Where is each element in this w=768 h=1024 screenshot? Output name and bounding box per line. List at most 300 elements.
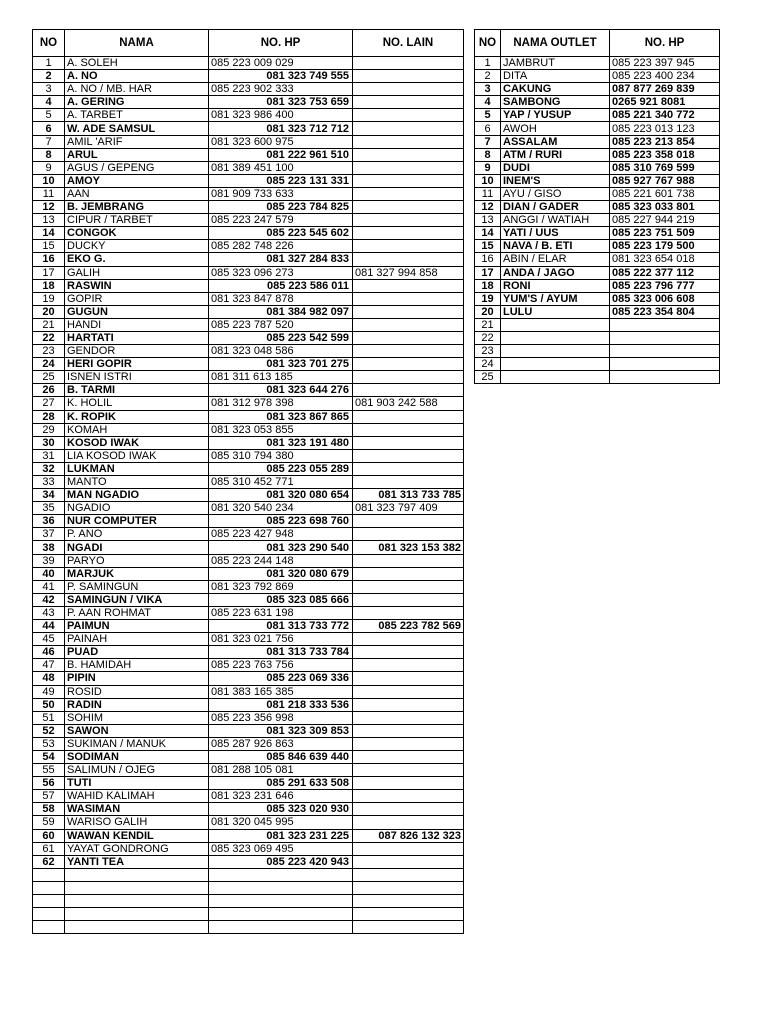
cell-nama: GALIH bbox=[65, 266, 209, 279]
table-row bbox=[475, 227, 720, 240]
table-row bbox=[33, 855, 464, 868]
cell-no: 9 bbox=[475, 161, 501, 174]
contacts-header-row bbox=[33, 30, 464, 57]
cell-no: 28 bbox=[33, 410, 65, 423]
cell-no-hp bbox=[209, 868, 353, 881]
cell-nama-outlet: YAP / YUSUP bbox=[501, 109, 610, 122]
cell-nama: DUCKY bbox=[65, 240, 209, 253]
cell-nama bbox=[65, 921, 209, 934]
cell-no: 1 bbox=[475, 57, 501, 70]
cell-no-lain: 081 903 242 588 bbox=[353, 397, 464, 410]
cell-no-lain bbox=[353, 96, 464, 109]
table-row bbox=[475, 135, 720, 148]
table-row bbox=[33, 83, 464, 96]
table-row bbox=[33, 803, 464, 816]
table-row bbox=[33, 174, 464, 187]
cell-no-lain bbox=[353, 187, 464, 200]
cell-no-lain bbox=[353, 895, 464, 908]
cell-no-hp bbox=[610, 331, 720, 344]
cell-no: 49 bbox=[33, 685, 65, 698]
cell-no-hp: 085 223 784 825 bbox=[209, 201, 353, 214]
cell-no-hp: 085 223 397 945 bbox=[610, 57, 720, 70]
cell-no: 34 bbox=[33, 489, 65, 502]
cell-no-hp bbox=[610, 371, 720, 384]
cell-nama: SUKIMAN / MANUK bbox=[65, 737, 209, 750]
table-row bbox=[33, 868, 464, 881]
table-row bbox=[475, 292, 720, 305]
cell-nama-outlet: LULU bbox=[501, 305, 610, 318]
cell-no: 13 bbox=[475, 214, 501, 227]
cell-no-hp: 085 223 902 333 bbox=[209, 83, 353, 96]
cell-nama: B. HAMIDAH bbox=[65, 659, 209, 672]
cell-nama bbox=[65, 868, 209, 881]
table-row bbox=[33, 436, 464, 449]
cell-no-lain bbox=[353, 410, 464, 423]
cell-no-hp bbox=[209, 881, 353, 894]
cell-no-lain bbox=[353, 633, 464, 646]
cell-nama: RASWIN bbox=[65, 279, 209, 292]
cell-nama: MAN NGADIO bbox=[65, 489, 209, 502]
cell-nama: NGADIO bbox=[65, 502, 209, 515]
cell-no bbox=[33, 908, 65, 921]
cell-no-hp: 085 221 601 738 bbox=[610, 187, 720, 200]
table-row bbox=[33, 724, 464, 737]
table-row bbox=[33, 737, 464, 750]
table-row bbox=[33, 908, 464, 921]
table-row bbox=[33, 305, 464, 318]
cell-nama-outlet bbox=[501, 358, 610, 371]
cell-no-hp: 081 323 290 540 bbox=[209, 541, 353, 554]
cell-no bbox=[33, 921, 65, 934]
cell-no-hp: 081 288 105 081 bbox=[209, 764, 353, 777]
table-row bbox=[475, 279, 720, 292]
table-row bbox=[475, 201, 720, 214]
table-row bbox=[475, 331, 720, 344]
cell-no: 26 bbox=[33, 384, 65, 397]
cell-no-lain bbox=[353, 685, 464, 698]
cell-no-lain bbox=[353, 122, 464, 135]
cell-no: 53 bbox=[33, 737, 65, 750]
table-row bbox=[33, 672, 464, 685]
cell-no-hp: 081 323 231 646 bbox=[209, 790, 353, 803]
cell-nama: P. SAMINGUN bbox=[65, 580, 209, 593]
cell-no: 25 bbox=[33, 371, 65, 384]
cell-no: 22 bbox=[475, 331, 501, 344]
table-row bbox=[33, 423, 464, 436]
cell-no-hp: 085 223 354 804 bbox=[610, 305, 720, 318]
cell-no: 2 bbox=[33, 70, 65, 83]
header-nama: NAMA bbox=[65, 30, 209, 57]
cell-no-lain bbox=[353, 528, 464, 541]
cell-no: 16 bbox=[475, 253, 501, 266]
cell-no: 25 bbox=[475, 371, 501, 384]
cell-no: 6 bbox=[475, 122, 501, 135]
cell-nama: A. TARBET bbox=[65, 109, 209, 122]
cell-no: 6 bbox=[33, 122, 65, 135]
cell-nama-outlet: YUM'S / AYUM bbox=[501, 292, 610, 305]
cell-no: 12 bbox=[33, 201, 65, 214]
cell-no-hp: 085 282 748 226 bbox=[209, 240, 353, 253]
table-row bbox=[475, 305, 720, 318]
cell-nama-outlet: ATM / RURI bbox=[501, 148, 610, 161]
cell-no-hp: 085 291 633 508 bbox=[209, 777, 353, 790]
table-row bbox=[33, 659, 464, 672]
cell-no-lain bbox=[353, 462, 464, 475]
table-row bbox=[33, 371, 464, 384]
table-row bbox=[475, 83, 720, 96]
cell-no-hp: 081 323 600 975 bbox=[209, 135, 353, 148]
cell-no bbox=[33, 868, 65, 881]
cell-no-hp bbox=[209, 921, 353, 934]
cell-no: 15 bbox=[475, 240, 501, 253]
cell-no-lain bbox=[353, 816, 464, 829]
table-row bbox=[33, 240, 464, 253]
cell-no-hp: 085 223 069 336 bbox=[209, 672, 353, 685]
cell-no: 47 bbox=[33, 659, 65, 672]
cell-nama: YAYAT GONDRONG bbox=[65, 842, 209, 855]
cell-no-lain bbox=[353, 292, 464, 305]
cell-no-hp: 081 323 053 855 bbox=[209, 423, 353, 436]
cell-nama: WASIMAN bbox=[65, 803, 209, 816]
cell-no: 40 bbox=[33, 567, 65, 580]
cell-no-lain bbox=[353, 214, 464, 227]
cell-no-hp: 081 323 654 018 bbox=[610, 253, 720, 266]
cell-no: 51 bbox=[33, 711, 65, 724]
cell-no: 29 bbox=[33, 423, 65, 436]
table-row bbox=[33, 764, 464, 777]
table-row bbox=[33, 253, 464, 266]
table-row bbox=[475, 345, 720, 358]
cell-no: 61 bbox=[33, 842, 65, 855]
cell-no-lain bbox=[353, 855, 464, 868]
cell-nama-outlet bbox=[501, 318, 610, 331]
table-row bbox=[475, 240, 720, 253]
cell-no: 7 bbox=[475, 135, 501, 148]
cell-no-hp: 085 223 420 943 bbox=[209, 855, 353, 868]
cell-nama-outlet bbox=[501, 371, 610, 384]
cell-nama: HARTATI bbox=[65, 331, 209, 344]
table-row bbox=[33, 318, 464, 331]
cell-nama-outlet: YATI / UUS bbox=[501, 227, 610, 240]
cell-no-hp: 081 323 847 878 bbox=[209, 292, 353, 305]
cell-nama: AMIL 'ARIF bbox=[65, 135, 209, 148]
cell-no: 62 bbox=[33, 855, 65, 868]
table-row bbox=[33, 606, 464, 619]
cell-no: 12 bbox=[475, 201, 501, 214]
cell-no-hp: 081 313 733 772 bbox=[209, 620, 353, 633]
cell-no: 14 bbox=[33, 227, 65, 240]
cell-no-hp: 081 323 792 869 bbox=[209, 580, 353, 593]
cell-no: 38 bbox=[33, 541, 65, 554]
cell-nama: NUR COMPUTER bbox=[65, 515, 209, 528]
table-row bbox=[33, 331, 464, 344]
cell-no-lain bbox=[353, 554, 464, 567]
cell-no-hp: 081 323 191 480 bbox=[209, 436, 353, 449]
header-no: NO bbox=[475, 30, 501, 57]
cell-nama: CIPUR / TARBET bbox=[65, 214, 209, 227]
table-row bbox=[33, 921, 464, 934]
cell-no-hp: 085 223 358 018 bbox=[610, 148, 720, 161]
cell-nama: PARYO bbox=[65, 554, 209, 567]
cell-no-hp bbox=[209, 908, 353, 921]
cell-no-hp: 085 223 698 760 bbox=[209, 515, 353, 528]
cell-no-lain bbox=[353, 750, 464, 763]
cell-nama: LIA KOSOD IWAK bbox=[65, 449, 209, 462]
table-row bbox=[33, 57, 464, 70]
table-row bbox=[33, 777, 464, 790]
cell-nama-outlet: CAKUNG bbox=[501, 83, 610, 96]
cell-nama: B. JEMBRANG bbox=[65, 201, 209, 214]
cell-no-hp: 081 323 867 865 bbox=[209, 410, 353, 423]
header-no-hp: NO. HP bbox=[610, 30, 720, 57]
cell-no-lain bbox=[353, 842, 464, 855]
cell-no: 55 bbox=[33, 764, 65, 777]
cell-no: 8 bbox=[33, 148, 65, 161]
table-row bbox=[33, 895, 464, 908]
cell-no-hp: 081 222 961 510 bbox=[209, 148, 353, 161]
cell-no-lain bbox=[353, 777, 464, 790]
cell-no-hp: 081 323 701 275 bbox=[209, 358, 353, 371]
table-row bbox=[33, 148, 464, 161]
cell-no-lain bbox=[353, 161, 464, 174]
cell-no-hp: 085 323 033 801 bbox=[610, 201, 720, 214]
table-row bbox=[33, 541, 464, 554]
cell-nama: RADIN bbox=[65, 698, 209, 711]
table-row bbox=[33, 646, 464, 659]
cell-nama: WAWAN KENDIL bbox=[65, 829, 209, 842]
table-row bbox=[33, 554, 464, 567]
cell-no-lain bbox=[353, 476, 464, 489]
cell-no-lain bbox=[353, 148, 464, 161]
cell-no-hp bbox=[209, 895, 353, 908]
cell-no-hp: 081 320 540 234 bbox=[209, 502, 353, 515]
cell-nama: YANTI TEA bbox=[65, 855, 209, 868]
header-no-hp: NO. HP bbox=[209, 30, 353, 57]
cell-no: 37 bbox=[33, 528, 65, 541]
cell-nama: MARJUK bbox=[65, 567, 209, 580]
table-row bbox=[33, 842, 464, 855]
cell-no-lain bbox=[353, 240, 464, 253]
cell-no-lain bbox=[353, 580, 464, 593]
contacts-table-body bbox=[33, 57, 464, 934]
table-row bbox=[33, 214, 464, 227]
cell-no-hp: 081 311 613 185 bbox=[209, 371, 353, 384]
cell-no-lain bbox=[353, 698, 464, 711]
table-row bbox=[33, 70, 464, 83]
cell-no: 15 bbox=[33, 240, 65, 253]
cell-no-hp: 085 223 213 854 bbox=[610, 135, 720, 148]
cell-nama: KOSOD IWAK bbox=[65, 436, 209, 449]
cell-no: 14 bbox=[475, 227, 501, 240]
cell-no-lain bbox=[353, 921, 464, 934]
header-nama-outlet: NAMA OUTLET bbox=[501, 30, 610, 57]
cell-nama: WARISO GALIH bbox=[65, 816, 209, 829]
table-row bbox=[33, 489, 464, 502]
cell-nama: P. ANO bbox=[65, 528, 209, 541]
cell-no-lain bbox=[353, 109, 464, 122]
cell-nama: PUAD bbox=[65, 646, 209, 659]
cell-nama: K. ROPIK bbox=[65, 410, 209, 423]
cell-nama: CONGOK bbox=[65, 227, 209, 240]
cell-no: 18 bbox=[33, 279, 65, 292]
cell-no-hp: 081 323 048 586 bbox=[209, 345, 353, 358]
cell-no-hp: 085 223 055 289 bbox=[209, 462, 353, 475]
cell-no-lain bbox=[353, 345, 464, 358]
cell-no-lain bbox=[353, 711, 464, 724]
cell-no-lain bbox=[353, 253, 464, 266]
table-row bbox=[33, 161, 464, 174]
table-row bbox=[33, 593, 464, 606]
cell-nama: A. NO / MB. HAR bbox=[65, 83, 209, 96]
cell-no-lain bbox=[353, 567, 464, 580]
cell-no: 10 bbox=[475, 174, 501, 187]
cell-no-lain: 081 323 797 409 bbox=[353, 502, 464, 515]
cell-nama: ROSID bbox=[65, 685, 209, 698]
cell-no-hp bbox=[610, 345, 720, 358]
table-row bbox=[33, 620, 464, 633]
cell-no-hp: 081 320 045 995 bbox=[209, 816, 353, 829]
cell-nama: SOHIM bbox=[65, 711, 209, 724]
cell-no-lain bbox=[353, 908, 464, 921]
cell-no-hp: 081 323 021 756 bbox=[209, 633, 353, 646]
cell-no-lain bbox=[353, 881, 464, 894]
table-row bbox=[33, 829, 464, 842]
cell-no: 48 bbox=[33, 672, 65, 685]
cell-nama-outlet: INEM'S bbox=[501, 174, 610, 187]
cell-no-hp: 081 389 451 100 bbox=[209, 161, 353, 174]
cell-no-lain bbox=[353, 358, 464, 371]
cell-nama: GOPIR bbox=[65, 292, 209, 305]
cell-no-hp: 085 323 069 495 bbox=[209, 842, 353, 855]
cell-no-hp: 085 223 400 234 bbox=[610, 70, 720, 83]
cell-no: 27 bbox=[33, 397, 65, 410]
table-row bbox=[33, 96, 464, 109]
cell-no: 19 bbox=[475, 292, 501, 305]
cell-no: 30 bbox=[33, 436, 65, 449]
cell-no-lain: 081 327 994 858 bbox=[353, 266, 464, 279]
cell-nama: WAHID KALIMAH bbox=[65, 790, 209, 803]
cell-nama: SODIMAN bbox=[65, 750, 209, 763]
cell-no-lain bbox=[353, 659, 464, 672]
cell-no: 36 bbox=[33, 515, 65, 528]
cell-nama-outlet: ANDA / JAGO bbox=[501, 266, 610, 279]
cell-no-lain bbox=[353, 318, 464, 331]
cell-nama: A. NO bbox=[65, 70, 209, 83]
cell-nama: MANTO bbox=[65, 476, 209, 489]
cell-no-lain bbox=[353, 57, 464, 70]
table-row bbox=[475, 96, 720, 109]
cell-no: 45 bbox=[33, 633, 65, 646]
cell-no: 24 bbox=[33, 358, 65, 371]
cell-no: 42 bbox=[33, 593, 65, 606]
cell-nama-outlet: ABIN / ELAR bbox=[501, 253, 610, 266]
cell-nama: TUTI bbox=[65, 777, 209, 790]
cell-no-hp: 085 223 751 509 bbox=[610, 227, 720, 240]
cell-nama-outlet: DUDI bbox=[501, 161, 610, 174]
cell-no: 18 bbox=[475, 279, 501, 292]
cell-no-hp: 081 384 982 097 bbox=[209, 305, 353, 318]
table-row bbox=[33, 384, 464, 397]
cell-no: 13 bbox=[33, 214, 65, 227]
cell-nama: W. ADE SAMSUL bbox=[65, 122, 209, 135]
cell-no-hp: 081 383 165 385 bbox=[209, 685, 353, 698]
cell-nama: K. HOLIL bbox=[65, 397, 209, 410]
cell-nama: LUKMAN bbox=[65, 462, 209, 475]
cell-no-hp: 085 223 542 599 bbox=[209, 331, 353, 344]
cell-no-lain bbox=[353, 646, 464, 659]
cell-nama-outlet: JAMBRUT bbox=[501, 57, 610, 70]
cell-no-lain bbox=[353, 672, 464, 685]
cell-no: 35 bbox=[33, 502, 65, 515]
table-row bbox=[475, 214, 720, 227]
table-row bbox=[33, 633, 464, 646]
table-row bbox=[33, 397, 464, 410]
cell-no: 32 bbox=[33, 462, 65, 475]
cell-nama-outlet: SAMBONG bbox=[501, 96, 610, 109]
cell-no: 3 bbox=[475, 83, 501, 96]
cell-no: 58 bbox=[33, 803, 65, 816]
cell-no-hp: 085 927 767 988 bbox=[610, 174, 720, 187]
cell-no-hp: 081 909 733 633 bbox=[209, 187, 353, 200]
cell-no: 22 bbox=[33, 331, 65, 344]
table-row bbox=[475, 358, 720, 371]
cell-no-lain bbox=[353, 201, 464, 214]
cell-no-hp: 081 218 333 536 bbox=[209, 698, 353, 711]
cell-no-hp: 085 221 340 772 bbox=[610, 109, 720, 122]
cell-no-lain bbox=[353, 305, 464, 318]
table-row bbox=[475, 318, 720, 331]
cell-nama: EKO G. bbox=[65, 253, 209, 266]
cell-no: 41 bbox=[33, 580, 65, 593]
table-row bbox=[33, 266, 464, 279]
cell-no-hp: 081 320 080 679 bbox=[209, 567, 353, 580]
cell-no-hp: 085 310 769 599 bbox=[610, 161, 720, 174]
table-row bbox=[475, 57, 720, 70]
table-row bbox=[475, 109, 720, 122]
cell-nama-outlet: ASSALAM bbox=[501, 135, 610, 148]
table-row bbox=[33, 476, 464, 489]
cell-nama: PIPIN bbox=[65, 672, 209, 685]
cell-no: 52 bbox=[33, 724, 65, 737]
cell-nama: HANDI bbox=[65, 318, 209, 331]
cell-no-hp: 081 327 284 833 bbox=[209, 253, 353, 266]
table-row bbox=[33, 227, 464, 240]
cell-no-hp: 081 320 080 654 bbox=[209, 489, 353, 502]
cell-no-hp: 085 223 796 777 bbox=[610, 279, 720, 292]
cell-no-hp: 081 323 644 276 bbox=[209, 384, 353, 397]
table-row bbox=[33, 698, 464, 711]
cell-no-hp: 085 223 247 579 bbox=[209, 214, 353, 227]
cell-no: 21 bbox=[475, 318, 501, 331]
table-row bbox=[33, 881, 464, 894]
cell-no-hp: 085 223 763 756 bbox=[209, 659, 353, 672]
cell-no-hp: 085 846 639 440 bbox=[209, 750, 353, 763]
cell-no: 11 bbox=[475, 187, 501, 200]
cell-no: 20 bbox=[475, 305, 501, 318]
cell-no-lain bbox=[353, 606, 464, 619]
cell-no-lain bbox=[353, 174, 464, 187]
cell-no: 8 bbox=[475, 148, 501, 161]
cell-no-lain bbox=[353, 227, 464, 240]
cell-no-hp: 087 877 269 839 bbox=[610, 83, 720, 96]
cell-nama bbox=[65, 895, 209, 908]
table-row bbox=[33, 449, 464, 462]
cell-no: 57 bbox=[33, 790, 65, 803]
cell-no: 19 bbox=[33, 292, 65, 305]
cell-no-lain: 085 223 782 569 bbox=[353, 620, 464, 633]
cell-no-hp: 081 323 309 853 bbox=[209, 724, 353, 737]
cell-no: 23 bbox=[33, 345, 65, 358]
